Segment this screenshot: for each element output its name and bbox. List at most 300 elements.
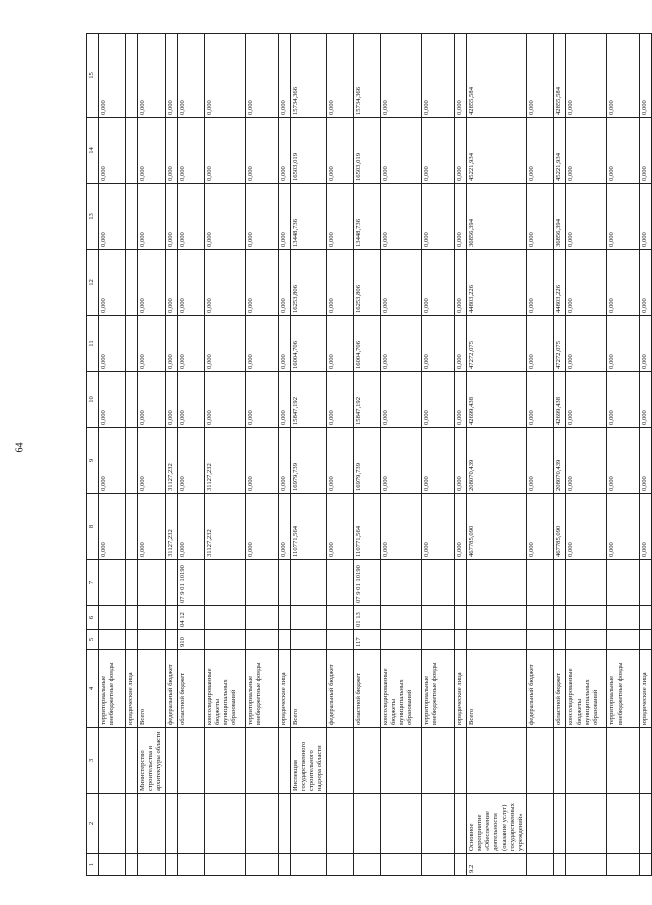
value-cell: 0,000 xyxy=(380,316,421,372)
value-cell: 0,000 xyxy=(421,184,454,250)
value-cell xyxy=(126,494,138,560)
table-container xyxy=(86,34,649,876)
cell-c5: 117 xyxy=(353,630,380,650)
cell-c7 xyxy=(454,560,466,606)
value-cell: 16979,739 xyxy=(290,428,326,494)
value-cell: 36856,394 xyxy=(466,184,527,250)
value-cell: 0,000 xyxy=(165,184,177,250)
cell-c4: областной бюджет xyxy=(177,650,204,728)
value-cell xyxy=(126,118,138,184)
value-cell: 0,000 xyxy=(607,34,640,118)
value-cell: 0,000 xyxy=(177,118,204,184)
value-cell: 0,000 xyxy=(138,428,166,494)
column-header: 15 xyxy=(87,34,99,118)
cell-c1 xyxy=(245,854,278,876)
cell-c5 xyxy=(554,630,566,650)
cell-c2 xyxy=(138,794,166,854)
value-cell: 16253,806 xyxy=(290,250,326,316)
cell-c5 xyxy=(138,630,166,650)
value-cell: 0,000 xyxy=(278,250,290,316)
cell-c2 xyxy=(353,794,380,854)
value-cell: 0,000 xyxy=(138,250,166,316)
value-cell: 0,000 xyxy=(527,34,554,118)
table-row xyxy=(607,34,640,876)
cell-c4: юридические лица xyxy=(640,650,652,728)
value-cell: 0,000 xyxy=(380,372,421,428)
value-cell: 0,000 xyxy=(245,316,278,372)
value-cell: 0,000 xyxy=(165,118,177,184)
cell-c3 xyxy=(466,728,527,794)
cell-c4: Всего xyxy=(466,650,527,728)
value-cell: 0,000 xyxy=(607,316,640,372)
value-cell: 0,000 xyxy=(99,250,126,316)
value-cell: 0,000 xyxy=(640,372,652,428)
value-cell: 0,000 xyxy=(245,118,278,184)
value-cell: 42699,438 xyxy=(554,372,566,428)
value-cell: 0,000 xyxy=(165,316,177,372)
value-cell: 0,000 xyxy=(380,118,421,184)
value-cell: 0,000 xyxy=(326,428,353,494)
value-cell: 0,000 xyxy=(177,494,204,560)
value-cell: 0,000 xyxy=(380,494,421,560)
table-row xyxy=(165,34,177,876)
cell-c3 xyxy=(380,728,421,794)
value-cell: 0,000 xyxy=(640,494,652,560)
value-cell: 0,000 xyxy=(640,184,652,250)
cell-c7 xyxy=(380,560,421,606)
value-cell: 0,000 xyxy=(421,372,454,428)
cell-c5 xyxy=(99,630,126,650)
table-row xyxy=(527,34,554,876)
value-cell: 47272,075 xyxy=(466,316,527,372)
value-cell: 467785,090 xyxy=(466,494,527,560)
cell-c6 xyxy=(99,606,126,630)
value-cell: 0,000 xyxy=(165,372,177,428)
cell-c5 xyxy=(454,630,466,650)
value-cell: 208070,439 xyxy=(554,428,566,494)
cell-c7 xyxy=(421,560,454,606)
value-cell: 0,000 xyxy=(204,34,245,118)
value-cell: 16004,706 xyxy=(353,316,380,372)
cell-c7 xyxy=(554,560,566,606)
cell-c5 xyxy=(380,630,421,650)
cell-c6 xyxy=(165,606,177,630)
value-cell: 0,000 xyxy=(454,494,466,560)
value-cell: 0,000 xyxy=(607,372,640,428)
cell-c4: территориальные внебюджетные фонды xyxy=(421,650,454,728)
column-header: 4 xyxy=(87,650,99,728)
value-cell: 0,000 xyxy=(278,34,290,118)
value-cell: 0,000 xyxy=(99,118,126,184)
value-cell: 0,000 xyxy=(566,250,607,316)
table-row xyxy=(278,34,290,876)
value-cell xyxy=(126,184,138,250)
column-header: 5 xyxy=(87,630,99,650)
value-cell: 13448,736 xyxy=(353,184,380,250)
cell-c6 xyxy=(380,606,421,630)
cell-c4: Всего xyxy=(138,650,166,728)
cell-c1 xyxy=(177,854,204,876)
table-row xyxy=(554,34,566,876)
value-cell: 0,000 xyxy=(380,250,421,316)
table-row xyxy=(454,34,466,876)
value-cell: 15847,192 xyxy=(290,372,326,428)
value-cell: 0,000 xyxy=(454,316,466,372)
cell-c1 xyxy=(554,854,566,876)
cell-c4: юридические лица xyxy=(126,650,138,728)
cell-c3 xyxy=(554,728,566,794)
cell-c4: территориальные внебюджетные фонды xyxy=(99,650,126,728)
cell-c5 xyxy=(466,630,527,650)
cell-c2 xyxy=(640,794,652,854)
cell-c2 xyxy=(326,794,353,854)
cell-c3 xyxy=(326,728,353,794)
cell-c3 xyxy=(640,728,652,794)
cell-c2 xyxy=(126,794,138,854)
value-cell: 16503,019 xyxy=(290,118,326,184)
value-cell: 0,000 xyxy=(527,184,554,250)
cell-c5 xyxy=(278,630,290,650)
cell-c5 xyxy=(566,630,607,650)
cell-c2 xyxy=(245,794,278,854)
table-row xyxy=(566,34,607,876)
value-cell: 0,000 xyxy=(278,372,290,428)
value-cell: 42855,584 xyxy=(554,34,566,118)
cell-c6 xyxy=(278,606,290,630)
cell-c7: 07 9 01 10190 xyxy=(177,560,204,606)
value-cell: 0,000 xyxy=(454,118,466,184)
value-cell: 0,000 xyxy=(640,428,652,494)
cell-c6 xyxy=(466,606,527,630)
cell-c5 xyxy=(607,630,640,650)
cell-c2 xyxy=(177,794,204,854)
value-cell: 0,000 xyxy=(607,494,640,560)
value-cell: 0,000 xyxy=(421,118,454,184)
value-cell: 0,000 xyxy=(165,34,177,118)
value-cell: 0,000 xyxy=(278,184,290,250)
value-cell: 0,000 xyxy=(607,428,640,494)
table-row xyxy=(245,34,278,876)
cell-c3: Инспекция государственного строительного надзора области xyxy=(290,728,326,794)
value-cell: 0,000 xyxy=(527,250,554,316)
value-cell: 0,000 xyxy=(99,184,126,250)
cell-c7 xyxy=(607,560,640,606)
cell-c7 xyxy=(466,560,527,606)
cell-c6 xyxy=(554,606,566,630)
cell-c4: федеральный бюджет xyxy=(165,650,177,728)
value-cell: 16503,019 xyxy=(353,118,380,184)
cell-c6 xyxy=(566,606,607,630)
cell-c7 xyxy=(278,560,290,606)
value-cell xyxy=(126,316,138,372)
column-header: 14 xyxy=(87,118,99,184)
rotated-sheet xyxy=(86,34,649,876)
cell-c2 xyxy=(278,794,290,854)
page-number: 64 xyxy=(14,442,26,453)
value-cell: 0,000 xyxy=(454,428,466,494)
cell-c6 xyxy=(454,606,466,630)
value-cell: 0,000 xyxy=(527,428,554,494)
value-cell: 31127,232 xyxy=(204,494,245,560)
cell-c2 xyxy=(566,794,607,854)
value-cell: 0,000 xyxy=(177,184,204,250)
table-row xyxy=(99,34,126,876)
cell-c6 xyxy=(138,606,166,630)
value-cell xyxy=(126,372,138,428)
value-cell: 0,000 xyxy=(421,34,454,118)
cell-c3 xyxy=(99,728,126,794)
cell-c4: территориальные внебюджетные фонды xyxy=(607,650,640,728)
cell-c2: Основное мероприятие «Обеспечение деятельности (оказание услуг) государственных учреждений» xyxy=(466,794,527,854)
value-cell: 0,000 xyxy=(326,316,353,372)
value-cell: 0,000 xyxy=(245,494,278,560)
cell-c5 xyxy=(290,630,326,650)
value-cell: 0,000 xyxy=(204,316,245,372)
cell-c5 xyxy=(527,630,554,650)
value-cell: 0,000 xyxy=(607,184,640,250)
cell-c7 xyxy=(204,560,245,606)
value-cell: 0,000 xyxy=(99,34,126,118)
cell-c2 xyxy=(527,794,554,854)
cell-c7 xyxy=(99,560,126,606)
value-cell: 44803,226 xyxy=(466,250,527,316)
cell-c1 xyxy=(278,854,290,876)
value-cell: 0,000 xyxy=(177,34,204,118)
value-cell: 0,000 xyxy=(566,316,607,372)
value-cell: 0,000 xyxy=(245,250,278,316)
value-cell: 0,000 xyxy=(527,118,554,184)
column-header: 1 xyxy=(87,854,99,876)
cell-c2 xyxy=(380,794,421,854)
cell-c3 xyxy=(353,728,380,794)
cell-c3 xyxy=(421,728,454,794)
value-cell: 0,000 xyxy=(177,250,204,316)
value-cell xyxy=(126,428,138,494)
value-cell: 0,000 xyxy=(138,184,166,250)
cell-c1 xyxy=(126,854,138,876)
value-cell: 0,000 xyxy=(326,118,353,184)
value-cell: 0,000 xyxy=(527,316,554,372)
value-cell: 0,000 xyxy=(278,118,290,184)
value-cell: 0,000 xyxy=(165,250,177,316)
cell-c5 xyxy=(165,630,177,650)
cell-c1 xyxy=(165,854,177,876)
value-cell: 0,000 xyxy=(138,494,166,560)
value-cell: 0,000 xyxy=(566,184,607,250)
value-cell: 208070,439 xyxy=(466,428,527,494)
table-row xyxy=(290,34,326,876)
cell-c3 xyxy=(165,728,177,794)
value-cell: 0,000 xyxy=(245,428,278,494)
value-cell: 15734,366 xyxy=(353,34,380,118)
column-header: 11 xyxy=(87,316,99,372)
cell-c6 xyxy=(326,606,353,630)
value-cell: 31127,232 xyxy=(165,494,177,560)
value-cell: 0,000 xyxy=(177,372,204,428)
table-row xyxy=(421,34,454,876)
cell-c1 xyxy=(454,854,466,876)
cell-c1 xyxy=(566,854,607,876)
value-cell: 0,000 xyxy=(326,250,353,316)
cell-c3 xyxy=(454,728,466,794)
value-cell: 0,000 xyxy=(640,316,652,372)
cell-c1 xyxy=(353,854,380,876)
value-cell: 0,000 xyxy=(566,34,607,118)
value-cell: 36856,394 xyxy=(554,184,566,250)
cell-c2 xyxy=(607,794,640,854)
cell-c7 xyxy=(290,560,326,606)
cell-c4: консолидированные бюджеты муниципальных образований xyxy=(204,650,245,728)
value-cell: 16979,739 xyxy=(353,428,380,494)
value-cell: 0,000 xyxy=(527,372,554,428)
cell-c2 xyxy=(204,794,245,854)
cell-c3 xyxy=(245,728,278,794)
value-cell: 0,000 xyxy=(278,428,290,494)
value-cell: 0,000 xyxy=(204,372,245,428)
value-cell: 0,000 xyxy=(138,316,166,372)
cell-c2 xyxy=(421,794,454,854)
value-cell: 0,000 xyxy=(177,316,204,372)
cell-c4: юридические лица xyxy=(278,650,290,728)
value-cell: 0,000 xyxy=(245,34,278,118)
value-cell: 0,000 xyxy=(454,250,466,316)
cell-c3 xyxy=(177,728,204,794)
cell-c1 xyxy=(421,854,454,876)
table-row xyxy=(204,34,245,876)
cell-c1 xyxy=(99,854,126,876)
cell-c4: консолидированные бюджеты муниципальных образований xyxy=(380,650,421,728)
value-cell: 0,000 xyxy=(204,250,245,316)
cell-c1: 9.2 xyxy=(466,854,527,876)
value-cell: 0,000 xyxy=(566,428,607,494)
value-cell: 16004,706 xyxy=(290,316,326,372)
column-header: 2 xyxy=(87,794,99,854)
cell-c1 xyxy=(640,854,652,876)
value-cell: 44803,226 xyxy=(554,250,566,316)
cell-c3 xyxy=(607,728,640,794)
table-row xyxy=(326,34,353,876)
column-header: 3 xyxy=(87,728,99,794)
cell-c1 xyxy=(138,854,166,876)
cell-c4: областной бюджет xyxy=(554,650,566,728)
cell-c6 xyxy=(245,606,278,630)
column-header: 10 xyxy=(87,372,99,428)
value-cell: 0,000 xyxy=(138,118,166,184)
cell-c6: 04 12 xyxy=(177,606,204,630)
cell-c5 xyxy=(326,630,353,650)
cell-c3 xyxy=(278,728,290,794)
value-cell: 0,000 xyxy=(527,494,554,560)
cell-c4: территориальные внебюджетные фонды xyxy=(245,650,278,728)
value-cell: 0,000 xyxy=(640,250,652,316)
cell-c1 xyxy=(204,854,245,876)
value-cell: 0,000 xyxy=(421,428,454,494)
value-cell: 0,000 xyxy=(566,372,607,428)
table-row xyxy=(380,34,421,876)
table-row xyxy=(177,34,204,876)
value-cell: 15734,366 xyxy=(290,34,326,118)
column-header: 9 xyxy=(87,428,99,494)
cell-c6 xyxy=(126,606,138,630)
value-cell: 47272,075 xyxy=(554,316,566,372)
column-header: 7 xyxy=(87,560,99,606)
cell-c4: областной бюджет xyxy=(353,650,380,728)
cell-c5 xyxy=(640,630,652,650)
cell-c5 xyxy=(126,630,138,650)
value-cell: 110771,564 xyxy=(290,494,326,560)
cell-c7 xyxy=(527,560,554,606)
value-cell: 13448,736 xyxy=(290,184,326,250)
column-header: 13 xyxy=(87,184,99,250)
value-cell: 0,000 xyxy=(566,494,607,560)
value-cell: 0,000 xyxy=(326,494,353,560)
value-cell: 0,000 xyxy=(566,118,607,184)
value-cell: 0,000 xyxy=(99,428,126,494)
value-cell: 0,000 xyxy=(380,34,421,118)
value-cell: 45221,934 xyxy=(554,118,566,184)
value-cell: 0,000 xyxy=(138,372,166,428)
column-header: 8 xyxy=(87,494,99,560)
cell-c1 xyxy=(380,854,421,876)
value-cell: 0,000 xyxy=(326,372,353,428)
value-cell: 0,000 xyxy=(99,372,126,428)
value-cell: 0,000 xyxy=(99,316,126,372)
value-cell: 0,000 xyxy=(177,428,204,494)
cell-c7 xyxy=(165,560,177,606)
table-row xyxy=(640,34,652,876)
value-cell: 0,000 xyxy=(640,34,652,118)
value-cell: 16253,806 xyxy=(353,250,380,316)
table-row xyxy=(466,34,527,876)
value-cell: 42699,438 xyxy=(466,372,527,428)
value-cell: 0,000 xyxy=(326,34,353,118)
value-cell: 42855,584 xyxy=(466,34,527,118)
cell-c5 xyxy=(421,630,454,650)
cell-c6 xyxy=(421,606,454,630)
cell-c6 xyxy=(290,606,326,630)
cell-c6 xyxy=(607,606,640,630)
value-cell: 0,000 xyxy=(138,34,166,118)
cell-c4: федеральный бюджет xyxy=(326,650,353,728)
cell-c3: Министерство строительства и архитектуры области xyxy=(138,728,166,794)
cell-c6: 01 13 xyxy=(353,606,380,630)
value-cell: 467785,090 xyxy=(554,494,566,560)
cell-c3 xyxy=(566,728,607,794)
value-cell: 15847,192 xyxy=(353,372,380,428)
cell-c2 xyxy=(99,794,126,854)
value-cell: 0,000 xyxy=(204,118,245,184)
table-row xyxy=(353,34,380,876)
value-cell: 0,000 xyxy=(421,494,454,560)
value-cell: 0,000 xyxy=(99,494,126,560)
value-cell: 0,000 xyxy=(204,184,245,250)
cell-c2 xyxy=(554,794,566,854)
value-cell: 0,000 xyxy=(640,118,652,184)
value-cell: 0,000 xyxy=(421,316,454,372)
cell-c1 xyxy=(527,854,554,876)
cell-c7 xyxy=(138,560,166,606)
cell-c5 xyxy=(245,630,278,650)
table-row xyxy=(138,34,166,876)
table-row xyxy=(126,34,138,876)
budget-table xyxy=(86,33,652,876)
cell-c5 xyxy=(204,630,245,650)
cell-c4: Всего xyxy=(290,650,326,728)
value-cell: 0,000 xyxy=(245,372,278,428)
value-cell: 45221,934 xyxy=(466,118,527,184)
value-cell: 0,000 xyxy=(454,34,466,118)
value-cell: 0,000 xyxy=(326,184,353,250)
